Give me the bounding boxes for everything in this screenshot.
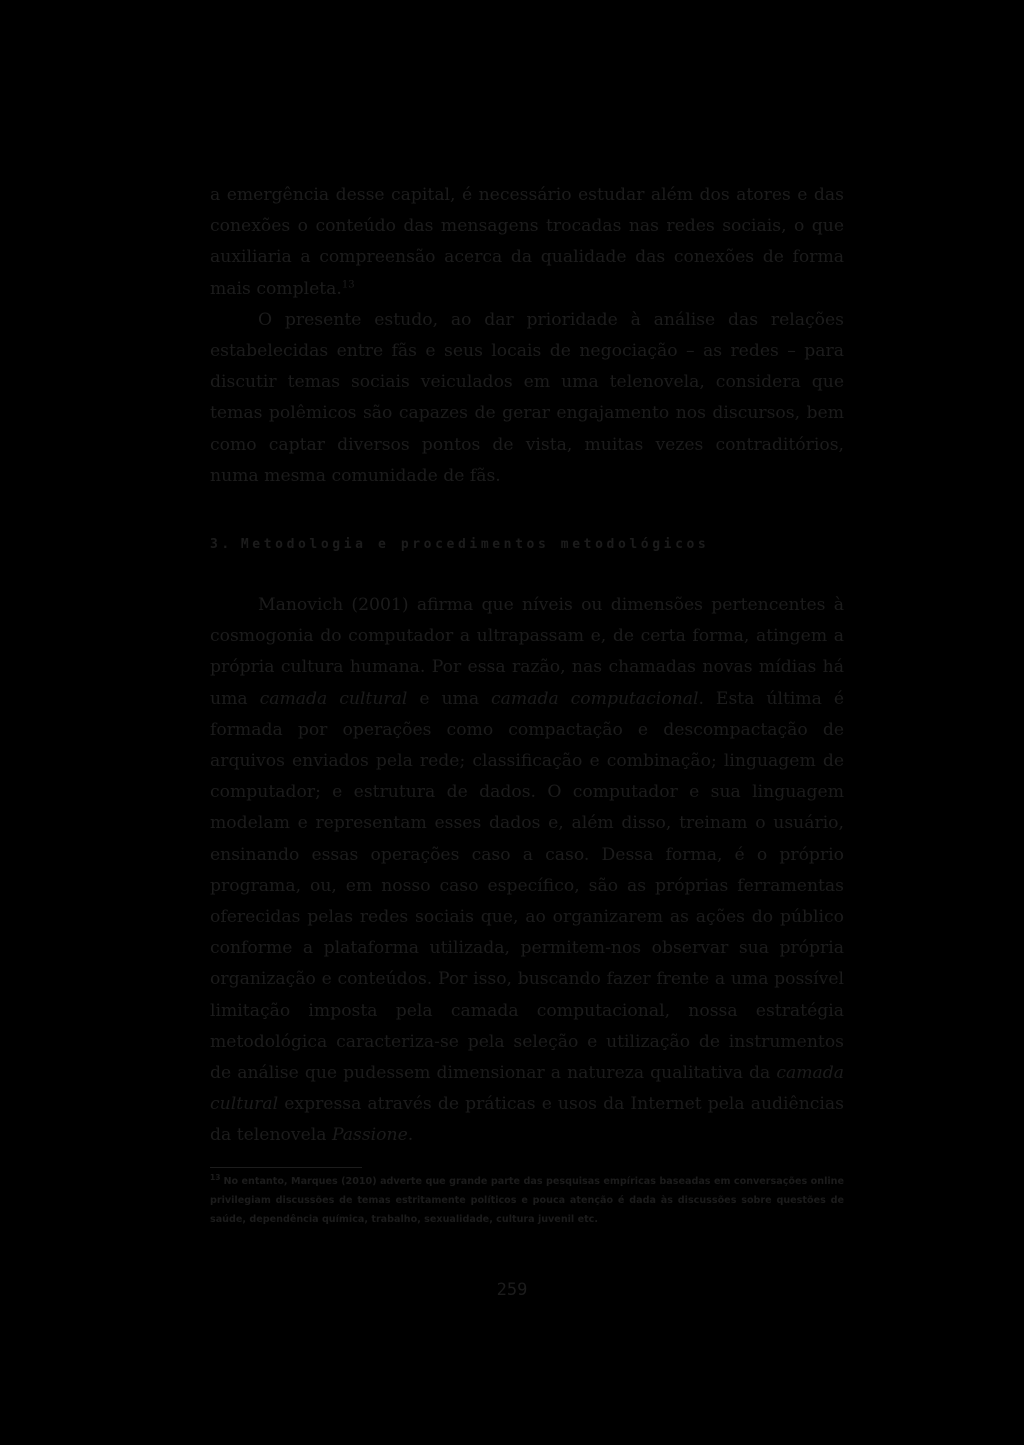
- section-heading: [210, 533, 844, 557]
- telenovela-title: Passione: [331, 1125, 408, 1146]
- footnote-reference[interactable]: 13: [341, 278, 355, 290]
- section-paragraph: [210, 590, 844, 1152]
- footnote: [210, 1172, 844, 1229]
- page-number: 259: [496, 1280, 528, 1300]
- footnote-text: No entanto, Marques (2010) adverte que grande parte das pesquisas empíricas baseadas em conversações online privilegiam discussões de temas estritamente políticos e pouca atenção é dada às discussões sobre questões de saúde, dependência química, trabalho, sexualidade, cultura juvenil etc.: [210, 1176, 844, 1225]
- footnote-number: 13: [210, 1172, 221, 1182]
- paragraph-2: O presente estudo, ao dar prioridade à análise das relações estabelecidas entre fãs e seus locais de negociação – as redes – para discutir temas sociais veiculados em uma telenovela, considera que temas polêmicos são capazes de gerar engajamento nos discursos, bem como captar diversos pontos de vista, muitas vezes contraditórios, numa mesma comunidade de fãs.: [210, 309, 844, 486]
- section-paragraph-part-2: e uma: [419, 688, 480, 709]
- section-paragraph-part-5: .: [407, 1125, 414, 1146]
- section-paragraph-part-3: . Esta última é formada por operações como compactação e descompactação de arquivos enviados pela rede; classificação e combinação; linguagem de computador; e estrutura de dados. O computador e sua linguagem modelam e representam esses dados e, além disso, treinam o usuário, ensinando essas operações caso a caso. Dessa forma, é o próprio programa, ou, em nosso caso específico, são as próprias ferramentas oferecidas pelas redes sociais que, ao organizarem as ações do público conforme a plataforma utilizada, permitem-nos observar sua própria organização e conteúdos. Por isso, buscando fazer frente a uma possível limitação imposta pela camada computacional, nossa estratégia metodológica caracteriza-se pela seleção e utilização de instrumentos de análise que pudessem dimensionar a natureza qualitativa da: [210, 688, 845, 1084]
- paragraph-continuation: [210, 180, 844, 305]
- section-paragraph-part-1: Manovich (2001) afirma que níveis ou dimensões pertencentes à cosmogonia do computador a ultrapassam e, de certa forma, atingem a própria cultura humana. Por essa razão, nas chamadas novas mídias há uma: [210, 595, 844, 709]
- heading-spacer: [210, 557, 844, 590]
- section-paragraph-part-4: expressa através de práticas e usos da Internet pela audiências da telenovela: [210, 1094, 844, 1146]
- term-cultural-layer-2: camada cultural: [210, 1063, 845, 1115]
- section-number: 3.: [210, 537, 233, 553]
- term-computational-layer: camada computacional: [491, 688, 699, 709]
- section-title: Metodologia e procedimentos metodológicos: [240, 537, 710, 553]
- paragraph-1-text: a emergência desse capital, é necessário estudar além dos atores e das conexões o conteúdo das mensagens trocadas nas redes sociais, o que auxiliaria a compreensão acerca da qualidade das conexões de forma mais completa.: [210, 185, 844, 299]
- footnote-divider: [210, 1167, 362, 1168]
- main-text-block: [210, 180, 844, 1152]
- term-cultural-layer: camada cultural: [259, 688, 408, 709]
